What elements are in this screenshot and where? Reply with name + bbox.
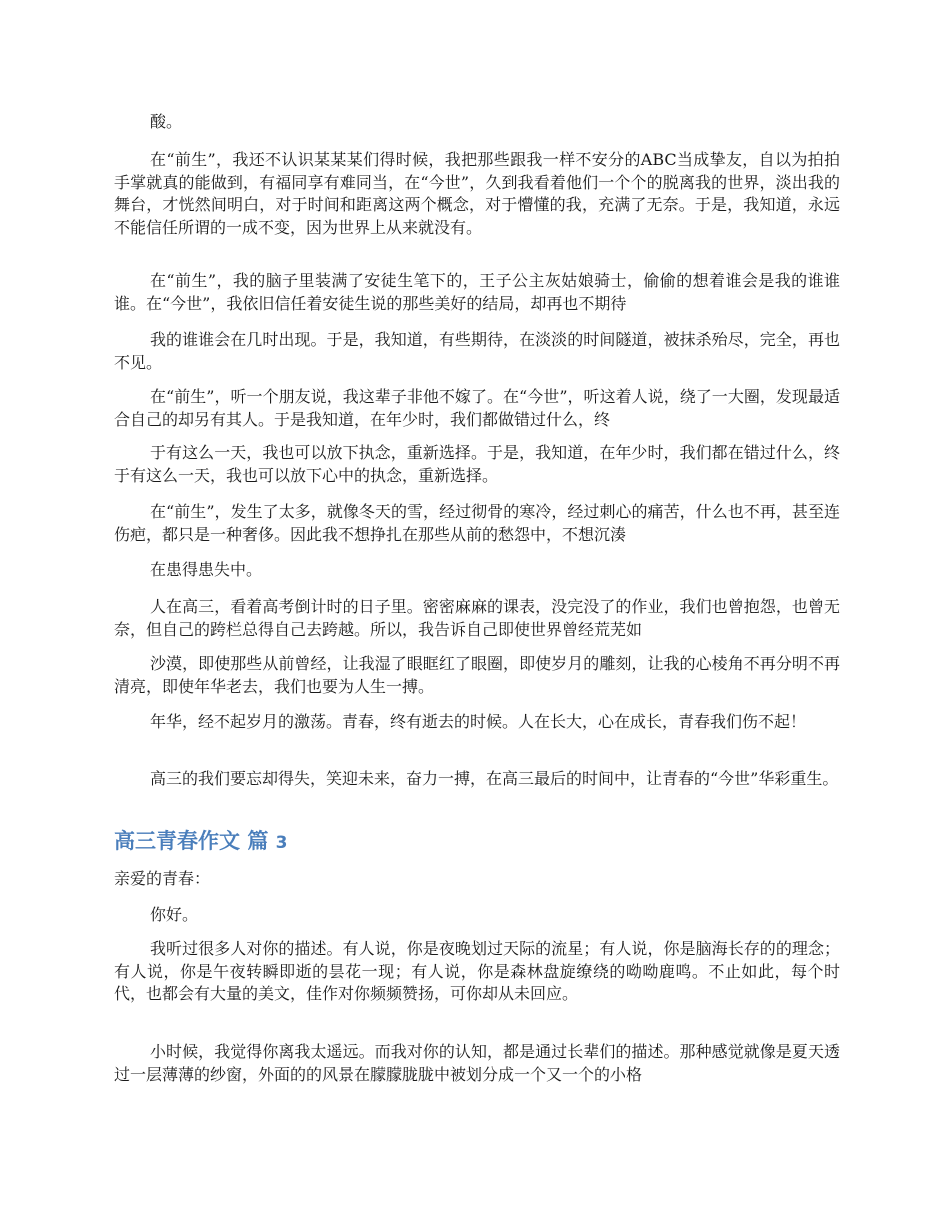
paragraph: 在“前生”，我的脑子里装满了安徒生笔下的，王子公主灰姑娘骑士，偷偷的想着谁会是我的谁谁谁。在“今世”，我依旧信任着安徒生说的那些美好的结局，却再也不期待 (114, 271, 840, 313)
paragraph: 高三的我们要忘却得失，笑迎未来，奋力一搏，在高三最后的时间中，让青春的“今世”华彩重生。 (150, 769, 839, 788)
paragraph: 年华，经不起岁月的激荡。青春，终有逝去的时候。人在长大，心在成长，青春我们伤不起！ (150, 712, 807, 731)
section-heading-suffix: 篇 (247, 829, 269, 853)
section-heading-number: 3 (275, 833, 288, 853)
section-heading-title: 高三青春作文 (114, 829, 240, 853)
paragraph: 在“前生”，发生了太多，就像冬天的雪，经过彻骨的寒冷，经过刺心的痛苦，什么也不再，甚至连伤疤，都只是一种奢侈。因此我不想挣扎在那些从前的愁怨中，不想沉湊 (114, 502, 840, 544)
paragraph: 在“前生”，听一个朋友说，我这辈子非他不嫁了。在“今世”，听这着人说，绕了一大圈，发现最适合自己的却另有其人。于是我知道，在年少时，我们都做错过什么，终 (114, 387, 840, 429)
paragraph: 在患得患失中。 (150, 560, 263, 579)
section-heading (114, 826, 287, 858)
paragraph: 酸。 (150, 112, 183, 131)
paragraph: 沙漠，即使那些从前曾经，让我湿了眼眶红了眼圈，即使岁月的雕刻，让我的心棱角不再分明不再清亮，即使年华老去，我们也要为人生一搏。 (114, 654, 840, 696)
paragraph: 人在高三，看着高考倒计时的日子里。密密麻麻的课表，没完没了的作业，我们也曾抱怨，也曾无奈，但自己的跨栏总得自己去跨越。所以，我告诉自己即使世界曾经荒芜如 (114, 597, 840, 639)
paragraph: 于有这么一天，我也可以放下执念，重新选择。于是，我知道，在年少时，我们都在错过什么，终于有这么一天，我也可以放下心中的执念，重新选择。 (114, 443, 840, 485)
salutation: 亲爱的青春： (114, 869, 211, 888)
paragraph: 我听过很多人对你的描述。有人说，你是夜晚划过天际的流星；有人说，你是脑海长存的的理念；有人说，你是午夜转瞬即逝的昙花一现；有人说，你是森林盘旋缭绕的呦呦鹿鸣。不止如此，每个时代，也都会有大量的美文，佳作对你频频赞扬，可你却从未回应。 (114, 939, 840, 1003)
paragraph: 在“前生”，我还不认识某某某们得时候，我把那些跟我一样不安分的ABC当成挚友，自以为拍拍手掌就真的能做到，有福同享有难同当，在“今世”，久到我看着他们一个个的脱离我的世界，淡出我的舞台，才恍然间明白，对于时间和距离这两个概念，对于懵懂的我，充满了无奈。于是，我知道，永远不能信任所谓的一成不变，因为世界上从来就没有。 (114, 150, 840, 237)
paragraph: 你好。 (150, 905, 199, 924)
paragraph: 小时候，我觉得你离我太遥远。而我对你的认知，都是通过长辈们的描述。那种感觉就像是夏天透过一层薄薄的纱窗，外面的的风景在朦朦胧胧中被划分成一个又一个的小格 (114, 1042, 840, 1084)
paragraph: 我的谁谁会在几时出现。于是，我知道，有些期待，在淡淡的时间隧道，被抹杀殆尽，完全，再也不见。 (114, 330, 840, 372)
